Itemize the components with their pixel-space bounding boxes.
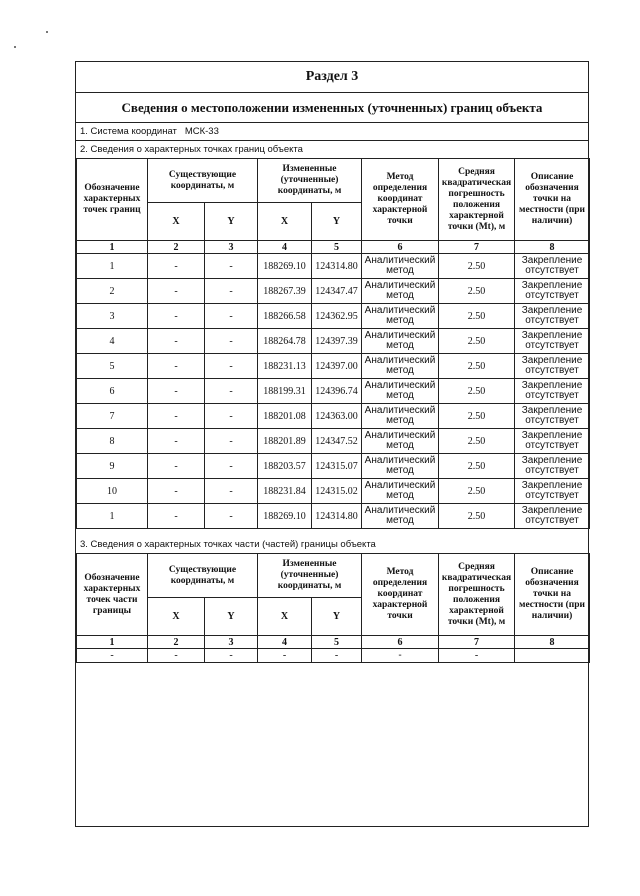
description-cell: Закрепление отсутствует xyxy=(515,429,590,454)
accuracy-cell: - xyxy=(439,649,515,663)
method-cell: Аналитический метод xyxy=(362,279,439,304)
table-row xyxy=(77,254,590,279)
existing-y-cell: - xyxy=(205,404,258,429)
header-existing-coordinates: Существующие координаты, м xyxy=(148,159,258,203)
coordinate-system-row xyxy=(76,123,588,141)
accuracy-cell: 2.50 xyxy=(439,429,515,454)
table2-caption: 3. Сведения о характерных точках части (частей) границы объекта xyxy=(80,539,376,550)
header-changed-x: X xyxy=(258,598,312,636)
description-cell: Закрепление отсутствует xyxy=(515,254,590,279)
column-number: 7 xyxy=(439,636,515,649)
point-cell: 7 xyxy=(77,404,148,429)
header-point: Обозначение характерных точек части границы xyxy=(77,554,148,636)
existing-y-cell: - xyxy=(205,454,258,479)
changed-x-cell: 188267.39 xyxy=(258,279,312,304)
changed-x-cell: 188231.84 xyxy=(258,479,312,504)
point-cell: 10 xyxy=(77,479,148,504)
existing-x-cell: - xyxy=(148,254,205,279)
method-cell: Аналитический метод xyxy=(362,404,439,429)
description-cell: Закрепление отсутствует xyxy=(515,379,590,404)
changed-y-cell: 124363.00 xyxy=(312,404,362,429)
changed-y-cell: 124397.39 xyxy=(312,329,362,354)
column-number: 2 xyxy=(148,636,205,649)
changed-x-cell: 188269.10 xyxy=(258,504,312,529)
header-changed-y: Y xyxy=(312,598,362,636)
existing-x-cell: - xyxy=(148,429,205,454)
existing-y-cell: - xyxy=(205,254,258,279)
existing-y-cell: - xyxy=(205,479,258,504)
header-existing-x: X xyxy=(148,598,205,636)
table-row xyxy=(77,329,590,354)
existing-x-cell: - xyxy=(148,504,205,529)
method-cell: Аналитический метод xyxy=(362,329,439,354)
column-numbers-row xyxy=(77,241,590,254)
main-title: Сведения о местоположении измененных (уточненных) границ объекта xyxy=(76,93,588,123)
coordinate-system-label: 1. Система координат xyxy=(80,126,177,137)
header-existing-y: Y xyxy=(205,598,258,636)
existing-y-cell: - xyxy=(205,279,258,304)
changed-y-cell: 124396.74 xyxy=(312,379,362,404)
changed-y-cell: 124347.47 xyxy=(312,279,362,304)
existing-y-cell: - xyxy=(205,649,258,663)
accuracy-cell: 2.50 xyxy=(439,454,515,479)
column-number: 1 xyxy=(77,636,148,649)
changed-y-cell: 124315.07 xyxy=(312,454,362,479)
existing-y-cell: - xyxy=(205,504,258,529)
changed-x-cell: 188203.57 xyxy=(258,454,312,479)
existing-x-cell: - xyxy=(148,379,205,404)
changed-x-cell: 188269.10 xyxy=(258,254,312,279)
column-number: 5 xyxy=(312,241,362,254)
changed-x-cell: - xyxy=(258,649,312,663)
description-cell: Закрепление отсутствует xyxy=(515,504,590,529)
column-number: 3 xyxy=(205,241,258,254)
document-frame xyxy=(75,61,589,827)
existing-y-cell: - xyxy=(205,429,258,454)
method-cell: Аналитический метод xyxy=(362,504,439,529)
existing-x-cell: - xyxy=(148,279,205,304)
point-cell: 2 xyxy=(77,279,148,304)
header-changed-coordinates: Измененные (уточненные) координаты, м xyxy=(258,554,362,598)
header-changed-x: X xyxy=(258,203,312,241)
method-cell: - xyxy=(362,649,439,663)
header-method: Метод определения координат характерной точки xyxy=(362,554,439,636)
changed-x-cell: 188201.89 xyxy=(258,429,312,454)
changed-y-cell: 124314.80 xyxy=(312,504,362,529)
description-cell: Закрепление отсутствует xyxy=(515,304,590,329)
changed-y-cell: 124362.95 xyxy=(312,304,362,329)
header-existing-x: X xyxy=(148,203,205,241)
changed-y-cell: 124397.00 xyxy=(312,354,362,379)
point-cell: 6 xyxy=(77,379,148,404)
header-description: Описание обозначения точки на местности (при наличии) xyxy=(515,159,590,241)
point-cell: 9 xyxy=(77,454,148,479)
column-number: 2 xyxy=(148,241,205,254)
changed-x-cell: 188264.78 xyxy=(258,329,312,354)
table-row xyxy=(77,279,590,304)
column-number: 3 xyxy=(205,636,258,649)
existing-y-cell: - xyxy=(205,329,258,354)
existing-x-cell: - xyxy=(148,479,205,504)
description-cell: Закрепление отсутствует xyxy=(515,454,590,479)
description-cell: Закрепление отсутствует xyxy=(515,354,590,379)
header-accuracy: Средняя квадратическая погрешность положения характерной точки (Mt), м xyxy=(439,159,515,241)
point-cell: 1 xyxy=(77,504,148,529)
coordinate-system-value: МСК-33 xyxy=(184,126,219,137)
column-number: 4 xyxy=(258,241,312,254)
table-row xyxy=(77,479,590,504)
method-cell: Аналитический метод xyxy=(362,254,439,279)
existing-x-cell: - xyxy=(148,304,205,329)
column-number: 7 xyxy=(439,241,515,254)
existing-x-cell: - xyxy=(148,354,205,379)
method-cell: Аналитический метод xyxy=(362,354,439,379)
changed-y-cell: 124347.52 xyxy=(312,429,362,454)
accuracy-cell: 2.50 xyxy=(439,479,515,504)
changed-y-cell: 124315.02 xyxy=(312,479,362,504)
table-row xyxy=(77,404,590,429)
scan-speck xyxy=(14,46,16,48)
table-row xyxy=(77,504,590,529)
column-number: 6 xyxy=(362,241,439,254)
existing-y-cell: - xyxy=(205,304,258,329)
changed-y-cell: - xyxy=(312,649,362,663)
description-cell: Закрепление отсутствует xyxy=(515,479,590,504)
method-cell: Аналитический метод xyxy=(362,304,439,329)
boundary-points-table xyxy=(76,158,590,529)
existing-x-cell: - xyxy=(148,649,205,663)
accuracy-cell: 2.50 xyxy=(439,329,515,354)
column-number: 8 xyxy=(515,241,590,254)
header-changed-y: Y xyxy=(312,203,362,241)
table-row xyxy=(77,429,590,454)
header-changed-coordinates: Измененные (уточненные) координаты, м xyxy=(258,159,362,203)
changed-x-cell: 188266.58 xyxy=(258,304,312,329)
column-number: 4 xyxy=(258,636,312,649)
accuracy-cell: 2.50 xyxy=(439,404,515,429)
method-cell: Аналитический метод xyxy=(362,429,439,454)
header-method: Метод определения координат характерной точки xyxy=(362,159,439,241)
scan-speck xyxy=(46,31,48,33)
existing-x-cell: - xyxy=(148,454,205,479)
description-cell: Закрепление отсутствует xyxy=(515,404,590,429)
changed-x-cell: 188199.31 xyxy=(258,379,312,404)
accuracy-cell: 2.50 xyxy=(439,304,515,329)
column-number: 6 xyxy=(362,636,439,649)
point-cell: 4 xyxy=(77,329,148,354)
accuracy-cell: 2.50 xyxy=(439,504,515,529)
method-cell: Аналитический метод xyxy=(362,454,439,479)
accuracy-cell: 2.50 xyxy=(439,379,515,404)
existing-y-cell: - xyxy=(205,354,258,379)
changed-y-cell: 124314.80 xyxy=(312,254,362,279)
table-row xyxy=(77,454,590,479)
table-row xyxy=(77,304,590,329)
point-cell: - xyxy=(77,649,148,663)
method-cell: Аналитический метод xyxy=(362,379,439,404)
accuracy-cell: 2.50 xyxy=(439,354,515,379)
header-accuracy: Средняя квадратическая погрешность положения характерной точки (Mt), м xyxy=(439,554,515,636)
column-number: 1 xyxy=(77,241,148,254)
accuracy-cell: 2.50 xyxy=(439,279,515,304)
table-row xyxy=(77,354,590,379)
header-existing-y: Y xyxy=(205,203,258,241)
changed-x-cell: 188231.13 xyxy=(258,354,312,379)
header-point: Обозначение характерных точек границ xyxy=(77,159,148,241)
accuracy-cell: 2.50 xyxy=(439,254,515,279)
existing-x-cell: - xyxy=(148,329,205,354)
table-row xyxy=(77,649,590,663)
description-cell xyxy=(515,649,590,663)
column-number: 8 xyxy=(515,636,590,649)
column-numbers-row xyxy=(77,636,590,649)
existing-x-cell: - xyxy=(148,404,205,429)
point-cell: 3 xyxy=(77,304,148,329)
method-cell: Аналитический метод xyxy=(362,479,439,504)
changed-x-cell: 188201.08 xyxy=(258,404,312,429)
description-cell: Закрепление отсутствует xyxy=(515,329,590,354)
point-cell: 5 xyxy=(77,354,148,379)
table-row xyxy=(77,379,590,404)
section-title: Раздел 3 xyxy=(76,62,588,93)
description-cell: Закрепление отсутствует xyxy=(515,279,590,304)
point-cell: 8 xyxy=(77,429,148,454)
header-existing-coordinates: Существующие координаты, м xyxy=(148,554,258,598)
existing-y-cell: - xyxy=(205,379,258,404)
table1-caption: 2. Сведения о характерных точках границ объекта xyxy=(80,144,303,155)
point-cell: 1 xyxy=(77,254,148,279)
header-description: Описание обозначения точки на местности (при наличии) xyxy=(515,554,590,636)
part-boundary-points-table xyxy=(76,553,590,663)
column-number: 5 xyxy=(312,636,362,649)
